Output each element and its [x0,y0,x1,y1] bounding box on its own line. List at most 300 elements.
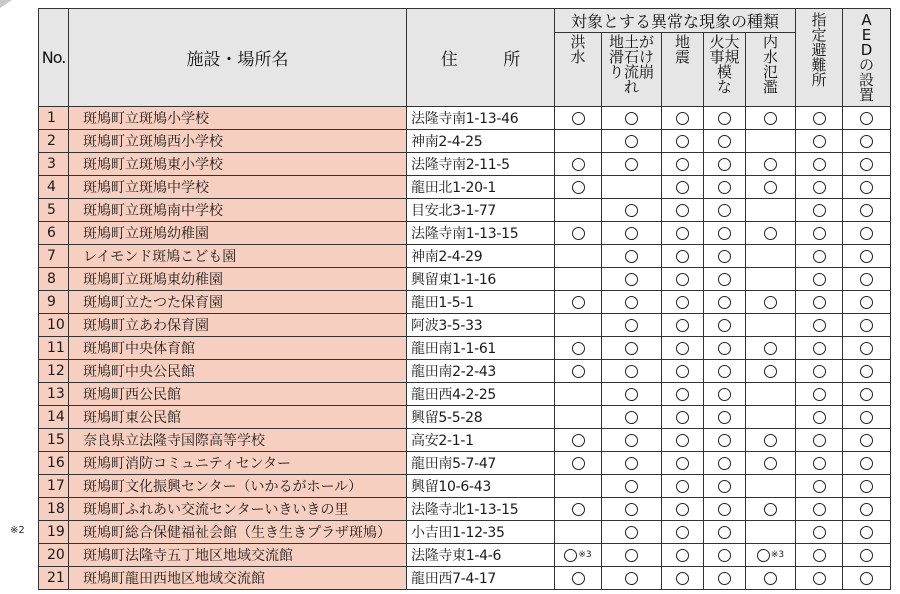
table-row [39,429,891,452]
landslide-cell [602,153,662,176]
large-fire-cell [704,475,746,498]
facility-name: 斑鳩町立斑鳩小学校 [69,107,407,130]
aed-cell [843,291,891,314]
circle-mark-icon [625,388,638,401]
circle-mark-icon [676,434,689,447]
column-header-no: No. [39,9,69,107]
flood-cell [555,567,602,590]
designated-shelter-cell [796,268,843,291]
circle-mark-icon [625,319,638,332]
circle-mark-icon [813,181,826,194]
circle-mark-icon [676,457,689,470]
inland-flooding-cell [746,245,796,268]
facility-name: 奈良県立法隆寺国際高等学校 [69,429,407,452]
large-fire-cell [704,245,746,268]
landslide-cell [602,360,662,383]
circle-mark-icon [676,388,689,401]
designated-shelter-cell [796,429,843,452]
aed-cell [843,383,891,406]
large-fire-cell [704,337,746,360]
circle-mark-icon [625,135,638,148]
designated-shelter-cell [796,567,843,590]
facility-name: レイモンド斑鳩こども園 [69,245,407,268]
aed-cell [843,107,891,130]
facility-name: 斑鳩町中央体育館 [69,337,407,360]
circle-mark-icon [625,158,638,171]
circle-mark-icon [676,204,689,217]
facility-name: 斑鳩町立斑鳩東幼稚園 [69,268,407,291]
facility-name: 斑鳩町文化振興センター（いかるがホール） [69,475,407,498]
circle-mark-icon [860,319,873,332]
circle-mark-icon [572,503,585,516]
facility-address: 神南2-4-29 [407,245,555,268]
circle-mark-icon [860,572,873,585]
circle-mark-icon [764,296,777,309]
row-number: 16 [39,452,69,475]
aed-cell [843,544,891,567]
evacuation-facilities-table [38,8,891,590]
large-fire-cell [704,567,746,590]
flood-cell [555,314,602,337]
designated-shelter-cell [796,176,843,199]
column-header-facility-name: 施設・場所名 [69,9,407,107]
aed-cell [843,222,891,245]
row-number: 11 [39,337,69,360]
circle-mark-icon [625,227,638,240]
flood-cell [555,383,602,406]
circle-mark-icon [764,342,777,355]
earthquake-cell [662,544,704,567]
earthquake-cell [662,176,704,199]
flood-cell [555,452,602,475]
aed-cell [843,452,891,475]
designated-shelter-cell [796,406,843,429]
facility-name: 斑鳩町中央公民館 [69,360,407,383]
landslide-cell [602,406,662,429]
circle-mark-icon [860,526,873,539]
inland-flooding-cell [746,475,796,498]
table-row [39,544,891,567]
circle-mark-icon [625,434,638,447]
circle-mark-icon [718,526,731,539]
circle-mark-icon [718,434,731,447]
circle-mark-icon [860,434,873,447]
table-row [39,245,891,268]
circle-mark-icon [813,411,826,424]
facility-address: 龍田南5-7-47 [407,452,555,475]
inland-flooding-cell [746,498,796,521]
earthquake-cell [662,337,704,360]
circle-mark-icon [625,365,638,378]
corner-mark [0,0,12,8]
facility-address: 龍田北1-20-1 [407,176,555,199]
earthquake-cell [662,567,704,590]
row-number: 5 [39,199,69,222]
circle-mark-icon [813,572,826,585]
earthquake-cell [662,360,704,383]
facility-name: 斑鳩町西公民館 [69,383,407,406]
circle-mark-icon [718,319,731,332]
circle-mark-icon [718,227,731,240]
circle-mark-icon [625,549,638,562]
table-row [39,153,891,176]
circle-mark-icon [625,411,638,424]
landslide-cell [602,245,662,268]
designated-shelter-cell [796,245,843,268]
flood-cell [555,337,602,360]
row-number: 3 [39,153,69,176]
earthquake-cell [662,199,704,222]
circle-mark-icon [860,457,873,470]
facility-address: 法隆寺南1-13-46 [407,107,555,130]
inland-flooding-cell [746,544,796,567]
facility-name: 斑鳩町ふれあい交流センターいきいきの里 [69,498,407,521]
facility-name: 斑鳩町法隆寺五丁地区地域交流館 [69,544,407,567]
large-fire-cell [704,429,746,452]
circle-mark-icon [676,296,689,309]
circle-mark-icon [860,480,873,493]
circle-mark-icon [676,526,689,539]
row-number: 9 [39,291,69,314]
landslide-cell [602,521,662,544]
inland-flooding-cell [746,130,796,153]
earthquake-cell [662,475,704,498]
circle-mark-icon [813,480,826,493]
circle-mark-icon [718,158,731,171]
circle-mark-icon [718,503,731,516]
large-fire-cell [704,268,746,291]
table-row [39,498,891,521]
large-fire-cell [704,383,746,406]
circle-mark-icon [860,273,873,286]
earthquake-cell [662,314,704,337]
aed-cell [843,314,891,337]
landslide-cell [602,383,662,406]
inland-flooding-cell [746,268,796,291]
designated-shelter-cell [796,383,843,406]
footnote-marker: ※3 [770,550,785,560]
circle-mark-icon [676,319,689,332]
circle-mark-icon [625,526,638,539]
circle-mark-icon [860,296,873,309]
circle-mark-icon [676,273,689,286]
circle-mark-icon [718,342,731,355]
circle-mark-icon [860,204,873,217]
circle-mark-icon [860,549,873,562]
flood-cell [555,429,602,452]
table-row [39,176,891,199]
circle-mark-icon [572,365,585,378]
large-fire-cell [704,521,746,544]
circle-mark-icon [676,250,689,263]
circle-mark-icon [813,388,826,401]
row-number: 20 [39,544,69,567]
circle-mark-icon [860,227,873,240]
flood-cell [555,153,602,176]
column-header-large-fire: 火大 事規 模 な [704,33,746,107]
circle-mark-icon [718,411,731,424]
facility-address: 高安2-1-1 [407,429,555,452]
landslide-cell [602,176,662,199]
aed-cell [843,268,891,291]
circle-mark-icon [676,227,689,240]
row-number: 1 [39,107,69,130]
circle-mark-icon [860,112,873,125]
facility-name: 斑鳩町消防コミュニティセンター [69,452,407,475]
facility-name: 斑鳩町立斑鳩東小学校 [69,153,407,176]
circle-mark-icon [764,365,777,378]
table-row [39,360,891,383]
aed-cell [843,498,891,521]
row-number: 21 [39,567,69,590]
circle-mark-icon [764,434,777,447]
circle-mark-icon [718,112,731,125]
circle-mark-icon [572,227,585,240]
column-header-earthquake: 地 震 [662,33,704,107]
flood-cell [555,245,602,268]
circle-mark-icon [718,204,731,217]
circle-mark-icon [764,457,777,470]
designated-shelter-cell [796,337,843,360]
facility-address: 阿波3-5-33 [407,314,555,337]
facility-name: 斑鳩町立あわ保育園 [69,314,407,337]
row-number: 2 [39,130,69,153]
circle-mark-icon [718,296,731,309]
earthquake-cell [662,268,704,291]
landslide-cell [602,498,662,521]
circle-mark-icon [860,503,873,516]
large-fire-cell [704,130,746,153]
circle-mark-icon [764,572,777,585]
flood-cell [555,107,602,130]
table-row [39,314,891,337]
landslide-cell [602,544,662,567]
designated-shelter-cell [796,498,843,521]
circle-mark-icon [718,549,731,562]
flood-cell [555,199,602,222]
circle-mark-icon [813,112,826,125]
large-fire-cell [704,153,746,176]
circle-mark-icon [813,526,826,539]
designated-shelter-cell [796,544,843,567]
circle-mark-icon [676,135,689,148]
landslide-cell [602,567,662,590]
facility-address: 目安北3-1-77 [407,199,555,222]
circle-mark-icon [764,112,777,125]
earthquake-cell [662,291,704,314]
facility-name: 斑鳩町立斑鳩南中学校 [69,199,407,222]
large-fire-cell [704,452,746,475]
facility-address: 龍田南1-1-61 [407,337,555,360]
row-number: 4 [39,176,69,199]
earthquake-cell [662,222,704,245]
circle-mark-icon [813,135,826,148]
designated-shelter-cell [796,107,843,130]
circle-mark-icon [813,227,826,240]
landslide-cell [602,475,662,498]
aed-cell [843,360,891,383]
facility-address: 小吉田1-12-35 [407,521,555,544]
earthquake-cell [662,452,704,475]
aed-cell [843,245,891,268]
table-row [39,130,891,153]
circle-mark-icon [813,204,826,217]
large-fire-cell [704,291,746,314]
circle-mark-icon [764,227,777,240]
circle-mark-icon [860,342,873,355]
aed-cell [843,429,891,452]
circle-mark-icon [676,549,689,562]
large-fire-cell [704,176,746,199]
flood-cell [555,360,602,383]
facility-address: 龍田南2-2-43 [407,360,555,383]
table-row [39,268,891,291]
circle-mark-icon [625,572,638,585]
circle-mark-icon [625,250,638,263]
circle-mark-icon [813,158,826,171]
circle-mark-icon [625,457,638,470]
column-header-designated-shelter: 指 定 避 難 所 [796,9,843,107]
circle-mark-icon [813,549,826,562]
earthquake-cell [662,498,704,521]
table-row [39,406,891,429]
facility-address: 龍田1-5-1 [407,291,555,314]
circle-mark-icon [718,457,731,470]
aed-cell [843,199,891,222]
circle-mark-icon [860,365,873,378]
circle-mark-icon [860,181,873,194]
facility-address: 龍田西7-4-17 [407,567,555,590]
flood-cell [555,521,602,544]
aed-cell [843,521,891,544]
large-fire-cell [704,544,746,567]
earthquake-cell [662,153,704,176]
inland-flooding-cell [746,199,796,222]
aed-cell [843,567,891,590]
aed-cell [843,176,891,199]
circle-mark-icon [676,572,689,585]
earthquake-cell [662,130,704,153]
circle-mark-icon [676,342,689,355]
circle-mark-icon [718,388,731,401]
facility-address: 興留10-6-43 [407,475,555,498]
facility-name: 斑鳩町総合保健福祉会館（生き生きプラザ斑鳩） [69,521,407,544]
inland-flooding-cell [746,383,796,406]
earthquake-cell [662,406,704,429]
circle-mark-icon [676,480,689,493]
designated-shelter-cell [796,452,843,475]
facility-address: 法隆寺東1-4-6 [407,544,555,567]
circle-mark-icon [676,158,689,171]
table-row [39,337,891,360]
facility-name: 斑鳩町立斑鳩中学校 [69,176,407,199]
table-row [39,199,891,222]
aed-cell [843,153,891,176]
row-number: 14 [39,406,69,429]
earthquake-cell [662,383,704,406]
landslide-cell [602,268,662,291]
landslide-cell [602,452,662,475]
circle-mark-icon [764,158,777,171]
designated-shelter-cell [796,153,843,176]
inland-flooding-cell [746,107,796,130]
circle-mark-icon [572,434,585,447]
facility-name: 斑鳩町立斑鳩幼稚園 [69,222,407,245]
circle-mark-icon [718,572,731,585]
flood-cell [555,130,602,153]
column-header-inland-flooding: 内 水 氾 濫 [746,33,796,107]
circle-mark-icon [625,296,638,309]
circle-mark-icon [813,296,826,309]
circle-mark-icon [860,411,873,424]
facility-address: 龍田西4-2-25 [407,383,555,406]
aed-cell [843,475,891,498]
circle-mark-icon [718,181,731,194]
row-number: 13 [39,383,69,406]
flood-cell [555,475,602,498]
large-fire-cell [704,222,746,245]
facility-name: 斑鳩町龍田西地区地域交流館 [69,567,407,590]
table-row [39,383,891,406]
flood-cell [555,268,602,291]
circle-mark-icon [572,296,585,309]
inland-flooding-cell [746,521,796,544]
circle-mark-icon [572,342,585,355]
row-number: 10 [39,314,69,337]
table-row [39,452,891,475]
inland-flooding-cell [746,176,796,199]
inland-flooding-cell [746,429,796,452]
table-row [39,567,891,590]
earthquake-cell [662,521,704,544]
circle-mark-icon [676,365,689,378]
circle-mark-icon [676,503,689,516]
circle-mark-icon [572,457,585,470]
circle-mark-icon [764,503,777,516]
circle-mark-icon [764,181,777,194]
circle-mark-icon [625,112,638,125]
inland-flooding-cell [746,222,796,245]
flood-cell [555,498,602,521]
circle-mark-icon [757,549,770,562]
designated-shelter-cell [796,521,843,544]
inland-flooding-cell [746,406,796,429]
circle-mark-icon [813,457,826,470]
earthquake-cell [662,107,704,130]
circle-mark-icon [718,250,731,263]
large-fire-cell [704,498,746,521]
facility-address: 法隆寺北1-13-15 [407,498,555,521]
table-row [39,291,891,314]
row-number: 17 [39,475,69,498]
aed-cell [843,130,891,153]
row-number: 7 [39,245,69,268]
circle-mark-icon [676,411,689,424]
circle-mark-icon [676,112,689,125]
earthquake-cell [662,429,704,452]
circle-mark-icon [718,480,731,493]
facility-address: 法隆寺南1-13-15 [407,222,555,245]
column-header-aed: A E D の 設 置 [843,9,891,107]
row-number: 18 [39,498,69,521]
aed-cell [843,406,891,429]
circle-mark-icon [625,204,638,217]
facility-name: 斑鳩町立たつた保育園 [69,291,407,314]
facility-address: 興留東1-1-16 [407,268,555,291]
large-fire-cell [704,360,746,383]
column-header-address: 住 所 [407,9,555,107]
inland-flooding-cell [746,291,796,314]
